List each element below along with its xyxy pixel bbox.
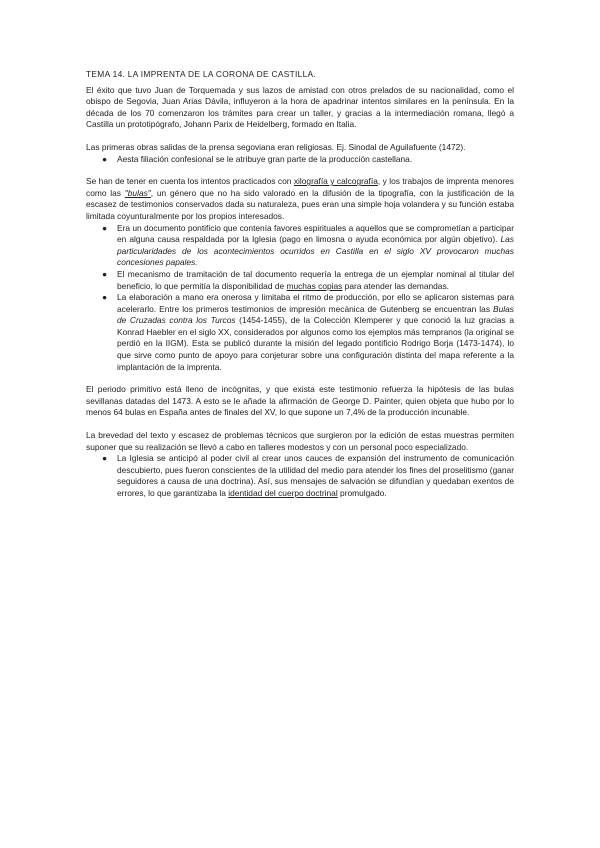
paragraph-intro: El éxito que tuvo Juan de Torquemada y sus lazos de amistad con otros prelados de su nacionalidad, como el obispo de Segovia, Juan Arias Dávila, influyeron a la hora de apadrinar intentos similares en la península. En la década de los 70 comenzaron los trámites para crear un taller, y gracias a la intermediación romana, llegó a Castilla un prototipógrafo, Johann Parix de Heidelberg, formado en Italia. (86, 84, 514, 130)
italic-text: Bulas de Cruzadas contra los Turcos (117, 303, 514, 326)
bullet-icon: ● (102, 268, 108, 279)
spacer (86, 165, 514, 176)
list-item-text: La elaboración a mano era onerosa y limitaba el ritmo de producción, por ello se aplicaron sistemas para acelerarlo. Entre los primeros testimonios de impresión mecánica de Gutenberg se encuentran las (117, 292, 514, 314)
document-title: TEMA 14. LA IMPRENTA DE LA CORONA DE CASTILLA. (86, 69, 317, 79)
text-run: , y los trabajos de imprenta menores como las (86, 176, 514, 198)
bullet-icon: ● (102, 453, 108, 464)
text-run: Se han de tener en cuenta los intentos practicados con (86, 176, 294, 187)
list-item (86, 154, 514, 166)
list-item-text: Era un documento pontificio que contenía favores espirituales a aquellos que se comprometían a participar en alguna causa respaldada por la Iglesia (pago en limosna o ayuda económica por algún objetivo). (117, 222, 514, 245)
list-item-text: promulgado. (337, 488, 387, 498)
underlined-term: "bulas" (124, 187, 151, 198)
text-run: , un género que no ha sido valorado en la difusión de la tipografía, con la justificación de la escasez de testimonios conservados dada su naturaleza, pues eran una simple hoja volandera y su función estaba limitada coyunturalmente por los propios interesados. (86, 187, 514, 221)
bullet-list-first-works (86, 154, 514, 166)
paragraph-brevity: La brevedad del texto y escasez de problemas técnicos que surgieron por la edición de estas muestras permiten suponer que su realización se llevó a cabo en talleres modestos y con un personal poco especializado. (86, 430, 514, 452)
list-item-text: El mecanismo de tramitación de tal documento requería la entrega de un ejemplar nominal al titular del beneficio, lo que permitía la disponibilidad de (117, 268, 514, 291)
italic-text: Las particularidades de los acontecimientos ocurridos en Castilla en el siglo XV provocaron muchas concesiones papales. (117, 234, 514, 268)
bullet-list-church (86, 453, 514, 499)
spacer (86, 373, 514, 384)
bullet-icon: ● (102, 153, 108, 164)
document-body (86, 69, 514, 500)
list-item-text: (1454-1455), de la Colección Klemperer y que conoció la luz gracias a Konrad Haebler en el siglo XX, considerados por algunos como los ejemplos más tempranos (la original se perdió en la IIGM). Esta se publicó durante la misión del legado pontificio Rodrigo Borja (1473-1474), lo que sirve como punto de apoyo para conjeturar sobre una configuración distinta del mapa referente a la implantación de la imprenta. (117, 315, 514, 372)
bullet-list-bulas (86, 223, 514, 374)
spacer (86, 419, 514, 430)
paragraph-bulas (86, 176, 514, 222)
list-item-text: La Iglesia se anticipó al poder civil al crear unos cauces de expansión del instrumento de comunicación descubierto, pues fueron conscientes de la utilidad del medio para atender los fines del proselitismo (ganar seguidores a causa de una doctrina). Así, sus mensajes de salvación se difundían y quedaban exentos de errores, lo que garantizaba la (117, 453, 514, 498)
list-item (86, 223, 514, 269)
list-item (86, 292, 514, 373)
paragraph-first-works: Las primeras obras salidas de la prensa segoviana eran religiosas. Ej. Sinodal de Aguilafuente (1472). (86, 141, 466, 152)
underlined-term: muchas copias (286, 280, 343, 291)
bullet-icon: ● (102, 292, 108, 303)
list-item-text: Aesta filiación confesional se le atribuye gran parte de la producción castellana. (117, 153, 413, 164)
list-item-text: para atender las demandas. (342, 280, 449, 291)
underlined-term: identidad del cuerpo doctrinal (228, 488, 338, 498)
list-item (86, 269, 514, 292)
list-item (86, 453, 514, 499)
paragraph-primitive-period: El periodo primitivo está lleno de incógnitas, y que exista este testimonio refuerza la hipótesis de las bulas sevillanas datadas del 1473. A esto se le añade la afirmación de George D. Painter, quien objeta que hubo por lo menos 64 bulas en España antes de finales del XV, lo que supone un 7,4% de la producción incunable. (86, 384, 514, 418)
bullet-icon: ● (102, 222, 108, 233)
spacer (86, 131, 514, 142)
underlined-term: xilografía y calcografía (293, 176, 378, 187)
